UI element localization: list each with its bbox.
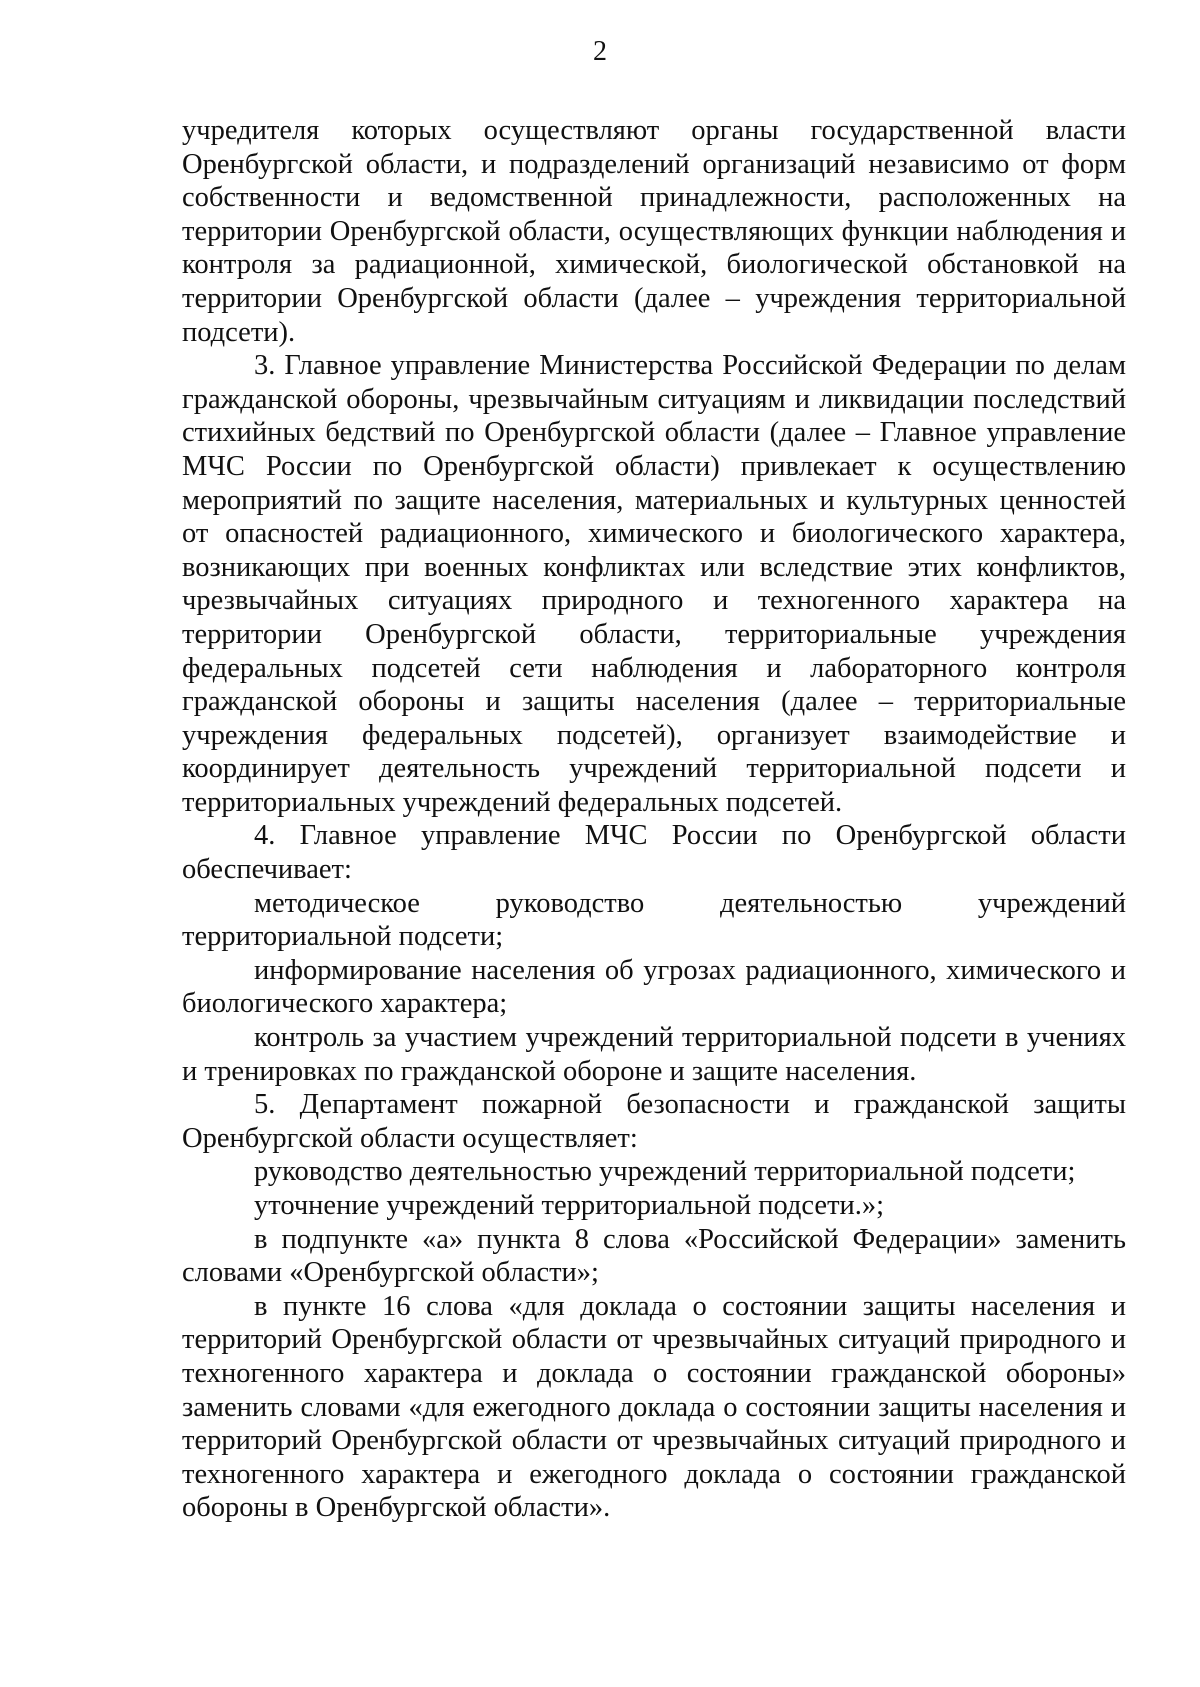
paragraph-continuation: учредителя которых осуществляют органы государственной власти Оренбургской области, и подразделений организаций независимо от форм собственности и ведомственной принадлежности, расположенных на территории Оренбургской области, осуществляющих функции наблюдения и контроля за радиационной, химической, биологической обстановкой на территории Оренбургской области (далее – учреждения территориальной подсети). (182, 115, 1126, 348)
paragraph-item-5-clarification: уточнение учреждений территориальной подсети.»; (254, 1190, 885, 1221)
paragraph-item-5: 5. Департамент пожарной безопасности и гражданской защиты Оренбургской области осуществляет: (182, 1089, 1126, 1154)
paragraph-item-4: 4. Главное управление МЧС России по Оренбургской области обеспечивает: (182, 820, 1126, 886)
paragraph-item-4-control: контроль за участием учреждений территориальной подсети в учениях и тренировках по гражданской обороне и защите населения. (182, 1022, 1126, 1087)
paragraph-item-4-methodical: методическое руководство деятельностью учреждений территориальной подсети; (182, 887, 1126, 953)
paragraph-item-3: 3. Главное управление Министерства Российской Федерации по делам гражданской обороны, чрезвычайным ситуациям и ликвидации последствий стихийных бедствий по Оренбургской области (далее – Главное управление МЧС России по Оренбургской области) привлекает к осуществлению мероприятий по защите населения, материальных и культурных ценностей от опасностей радиационного, химического и биологического характера, возникающих при военных конфликтах или вследствие этих конфликтов, чрезвычайных ситуациях природного и техногенного характера на территории Оренбургской области, территориальные учреждения федеральных подсетей сети наблюдения и лабораторного контроля гражданской обороны и защиты населения (далее – территориальные учреждения федеральных подсетей), организует взаимодействие и координирует деятельность учреждений территориальной подсети и территориальных учреждений федеральных подсетей. (182, 350, 1126, 818)
paragraph-amendment-point-16: в пункте 16 слова «для доклада о состоянии защиты населения и территорий Оренбургской области от чрезвычайных ситуаций природного и техногенного характера и доклада о состоянии гражданской обороны» заменить словами «для ежегодного доклада о состоянии защиты населения и территорий Оренбургской области от чрезвычайных ситуаций природного и техногенного характера и ежегодного доклада о состоянии гражданской обороны в Оренбургской области». (182, 1290, 1126, 1524)
paragraph-item-5-guidance: руководство деятельностью учреждений территориальной подсети; (254, 1156, 1076, 1188)
page-number: 2 (593, 36, 607, 67)
paragraph-amendment-point-8: в подпункте «а» пункта 8 слова «Российской Федерации» заменить словами «Оренбургской области»; (182, 1223, 1126, 1289)
document-body (182, 114, 1126, 1525)
paragraph-item-4-informing: информирование населения об угрозах радиационного, химического и биологического характера; (182, 954, 1126, 1020)
